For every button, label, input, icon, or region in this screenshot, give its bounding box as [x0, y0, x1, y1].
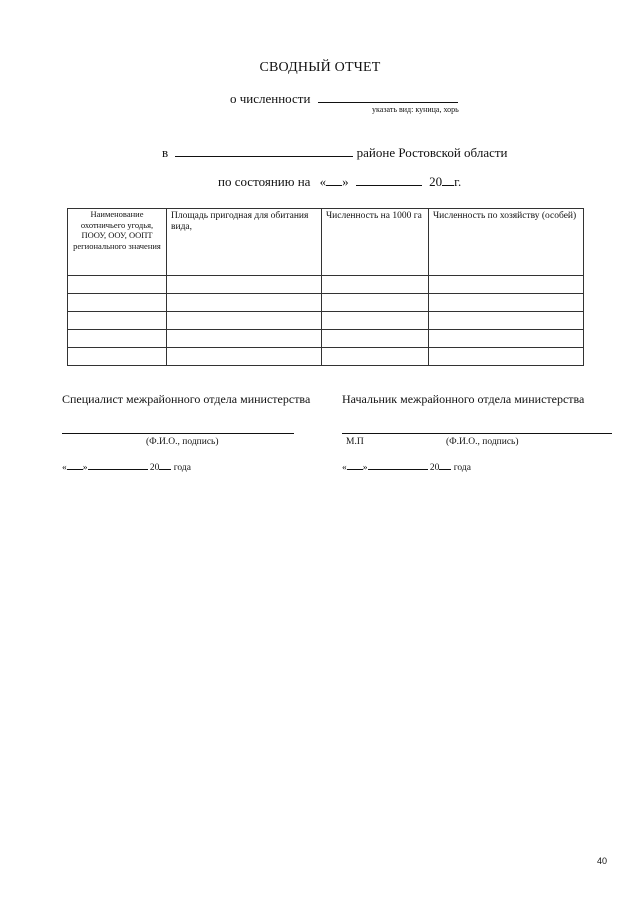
table-cell[interactable]	[68, 294, 167, 312]
col-header-density: Численность на 1000 га	[322, 209, 429, 276]
table-cell[interactable]	[167, 294, 322, 312]
table-cell[interactable]	[322, 348, 429, 366]
left-signature-caption: (Ф.И.О., подпись)	[146, 437, 219, 447]
table-cell[interactable]	[322, 330, 429, 348]
right-date-suffix: года	[453, 463, 471, 473]
right-signature-title: Начальник межрайонного отдела министерства	[342, 392, 585, 406]
left-signature-title: Специалист межрайонного отдела министерства	[62, 392, 311, 406]
table-cell[interactable]	[167, 312, 322, 330]
table-row	[68, 312, 584, 330]
right-date-month-blank[interactable]	[368, 469, 428, 470]
table-row	[68, 294, 584, 312]
col-header-hunting-ground: Наименование охотничьего угодья, ПООУ, ООУ, ООПТ регионального значения	[68, 209, 167, 276]
about-prefix: о численности	[230, 91, 311, 106]
table-cell[interactable]	[68, 348, 167, 366]
date-year-suffix: г.	[454, 174, 462, 189]
report-table	[67, 208, 584, 366]
left-date-month-blank[interactable]	[88, 469, 148, 470]
district-blank[interactable]	[175, 156, 353, 157]
right-date-close-quote: »	[362, 463, 368, 473]
right-date-open-quote: «	[342, 463, 347, 473]
date-close-quote: »	[342, 174, 349, 189]
right-date-year-prefix: 20	[429, 463, 440, 473]
right-date-line	[342, 463, 471, 473]
species-hint: указать вид: куница, хорь	[372, 105, 459, 114]
table-cell[interactable]	[68, 330, 167, 348]
date-day-blank[interactable]	[326, 185, 342, 186]
left-date-year-blank[interactable]	[159, 469, 171, 470]
table-cell[interactable]	[68, 276, 167, 294]
right-date-day-blank[interactable]	[347, 469, 363, 470]
date-year-blank[interactable]	[442, 185, 454, 186]
date-open-quote: «	[319, 174, 327, 189]
table-cell[interactable]	[167, 348, 322, 366]
left-date-open-quote: «	[62, 463, 67, 473]
left-date-day-blank[interactable]	[67, 469, 83, 470]
table-cell[interactable]	[167, 276, 322, 294]
table-cell[interactable]	[429, 330, 584, 348]
left-date-year-prefix: 20	[149, 463, 160, 473]
right-date-year-blank[interactable]	[439, 469, 451, 470]
date-month-blank[interactable]	[356, 185, 422, 186]
date-year-prefix: 20	[429, 174, 443, 189]
table-cell[interactable]	[322, 312, 429, 330]
table-cell[interactable]	[429, 276, 584, 294]
left-date-suffix: года	[173, 463, 191, 473]
table-header-row	[68, 209, 584, 276]
table-cell[interactable]	[322, 294, 429, 312]
col-header-area: Площадь пригодная для обитания вида,	[167, 209, 322, 276]
left-date-line	[62, 463, 191, 473]
table-cell[interactable]	[429, 348, 584, 366]
stamp-label: М.П	[346, 437, 364, 447]
col-header-total: Численность по хозяйству (особей)	[429, 209, 584, 276]
district-line	[162, 145, 508, 161]
table-cell[interactable]	[322, 276, 429, 294]
left-date-close-quote: »	[82, 463, 88, 473]
table-cell[interactable]	[429, 312, 584, 330]
right-signature-caption: (Ф.И.О., подпись)	[446, 437, 519, 447]
district-suffix: районе Ростовской области	[356, 145, 508, 160]
date-prefix: по состоянию на	[218, 174, 311, 189]
species-blank[interactable]	[318, 102, 458, 103]
page-number: 40	[597, 856, 608, 866]
right-signature-line[interactable]	[342, 433, 612, 434]
table-row	[68, 330, 584, 348]
date-line	[218, 174, 461, 190]
table-row	[68, 276, 584, 294]
table-row	[68, 348, 584, 366]
report-title: СВОДНЫЙ ОТЧЕТ	[259, 60, 381, 75]
table-cell[interactable]	[429, 294, 584, 312]
left-signature-line[interactable]	[62, 433, 294, 434]
table-cell[interactable]	[68, 312, 167, 330]
district-prefix: в	[162, 145, 169, 160]
table-cell[interactable]	[167, 330, 322, 348]
